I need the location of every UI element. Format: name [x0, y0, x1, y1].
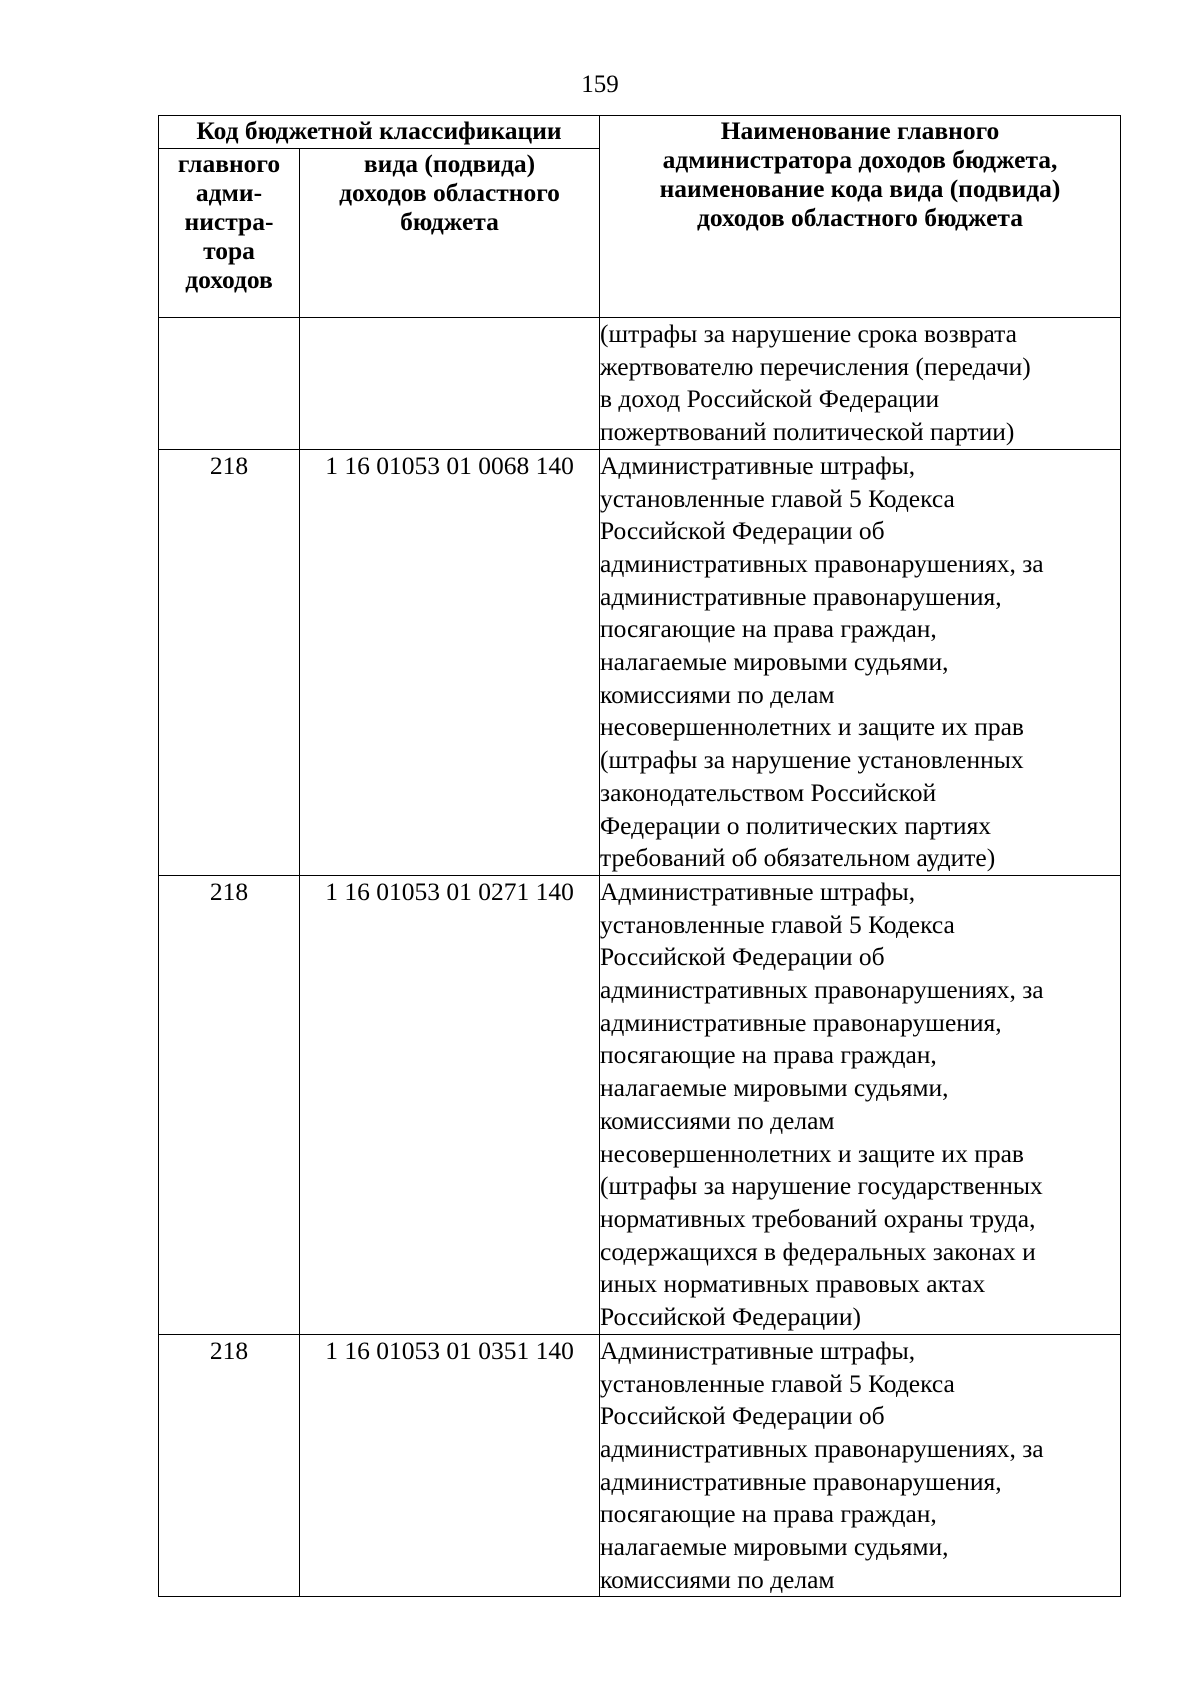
header-budget-classification-code: Код бюджетной классификации	[159, 116, 600, 149]
name-line: установленные главой 5 Кодекса	[600, 909, 955, 939]
name-line: несовершеннолетних и защите их прав	[600, 1138, 1024, 1168]
header-admin-line: доходов	[185, 265, 273, 294]
header-name-line: наименование кода вида (подвида)	[659, 174, 1061, 203]
table-row	[159, 875, 1121, 1334]
name-line: административные правонарушения,	[600, 581, 1002, 611]
name-line: Российской Федерации об	[600, 1401, 885, 1431]
admin-code-cell: 218	[159, 1334, 300, 1597]
name-line: посягающие на права граждан,	[600, 614, 937, 644]
name-line: административных правонарушениях, за	[600, 975, 1044, 1005]
name-line: Российской Федерации)	[600, 1302, 861, 1332]
revenue-code-cell: 1 16 01053 01 0068 140	[300, 449, 600, 875]
header-name-line: Наименование главного	[720, 116, 1000, 145]
name-line: Федерации о политических партиях	[600, 810, 992, 840]
header-admin-column	[159, 149, 300, 318]
table-row	[159, 449, 1121, 875]
table-row	[159, 318, 1121, 450]
name-line: комиссиями по делам	[600, 1105, 835, 1135]
name-line: несовершеннолетних и защите их прав	[600, 712, 1024, 742]
budget-classification-table	[158, 115, 1121, 1597]
header-admin-line: адми-	[195, 178, 263, 207]
name-line: административные правонарушения,	[600, 1007, 1002, 1037]
revenue-name-cell	[600, 318, 1121, 450]
name-line: административные правонарушения,	[600, 1466, 1002, 1496]
header-code-line: бюджета	[400, 207, 499, 236]
header-code-column	[300, 149, 600, 318]
revenue-name-cell	[600, 875, 1121, 1334]
name-line: административных правонарушениях, за	[600, 548, 1044, 578]
header-name-column	[600, 116, 1121, 318]
name-line: посягающие на права граждан,	[600, 1499, 937, 1529]
header-code-line: доходов областного	[339, 178, 560, 207]
name-line: в доход Российской Федерации	[600, 384, 940, 414]
admin-code-cell	[159, 318, 300, 450]
admin-code-cell: 218	[159, 875, 300, 1334]
revenue-name-cell	[600, 449, 1121, 875]
name-line: иных нормативных правовых актах	[600, 1269, 986, 1299]
page-number: 159	[581, 71, 619, 98]
header-name-line: администратора доходов бюджета,	[662, 145, 1058, 174]
name-line: Административные штрафы,	[600, 1335, 916, 1365]
name-line: (штрафы за нарушение установленных	[600, 745, 1024, 775]
name-line: (штрафы за нарушение государственных	[600, 1171, 1043, 1201]
revenue-code-cell: 1 16 01053 01 0351 140	[300, 1334, 600, 1597]
header-admin-line: нистра-	[184, 207, 274, 236]
table-row	[159, 1334, 1121, 1597]
header-admin-line: тора	[203, 236, 255, 265]
header-admin-line: главного	[177, 149, 281, 178]
name-line: требований об обязательном аудите)	[600, 843, 996, 873]
name-line: Административные штрафы,	[600, 876, 916, 906]
name-line: комиссиями по делам	[600, 679, 835, 709]
revenue-name-cell	[600, 1334, 1121, 1597]
name-line: установленные главой 5 Кодекса	[600, 483, 955, 513]
header-code-line: вида (подвида)	[363, 149, 536, 178]
name-line: Административные штрафы,	[600, 450, 916, 480]
name-line: Российской Федерации об	[600, 516, 885, 546]
name-line: административных правонарушениях, за	[600, 1433, 1044, 1463]
name-line: налагаемые мировыми судьями,	[600, 647, 949, 677]
admin-code-cell: 218	[159, 449, 300, 875]
name-line: пожертвований политической партии)	[600, 417, 1015, 447]
name-line: комиссиями по делам	[600, 1564, 835, 1594]
name-line: посягающие на права граждан,	[600, 1040, 937, 1070]
header-name-line: доходов областного бюджета	[697, 203, 1023, 232]
revenue-code-cell: 1 16 01053 01 0271 140	[300, 875, 600, 1334]
revenue-code-cell	[300, 318, 600, 450]
table-body	[159, 318, 1121, 1597]
name-line: жертвователю перечисления (передачи)	[600, 351, 1031, 381]
name-line: законодательством Российской	[600, 777, 937, 807]
name-line: Российской Федерации об	[600, 942, 885, 972]
name-line: установленные главой 5 Кодекса	[600, 1368, 955, 1398]
name-line: нормативных требований охраны труда,	[600, 1203, 1036, 1233]
name-line: налагаемые мировыми судьями,	[600, 1073, 949, 1103]
name-line: налагаемые мировыми судьями,	[600, 1532, 949, 1562]
name-line: содержащихся в федеральных законах и	[600, 1236, 1036, 1266]
table-header	[159, 116, 1121, 318]
name-line: (штрафы за нарушение срока возврата	[600, 319, 1017, 348]
